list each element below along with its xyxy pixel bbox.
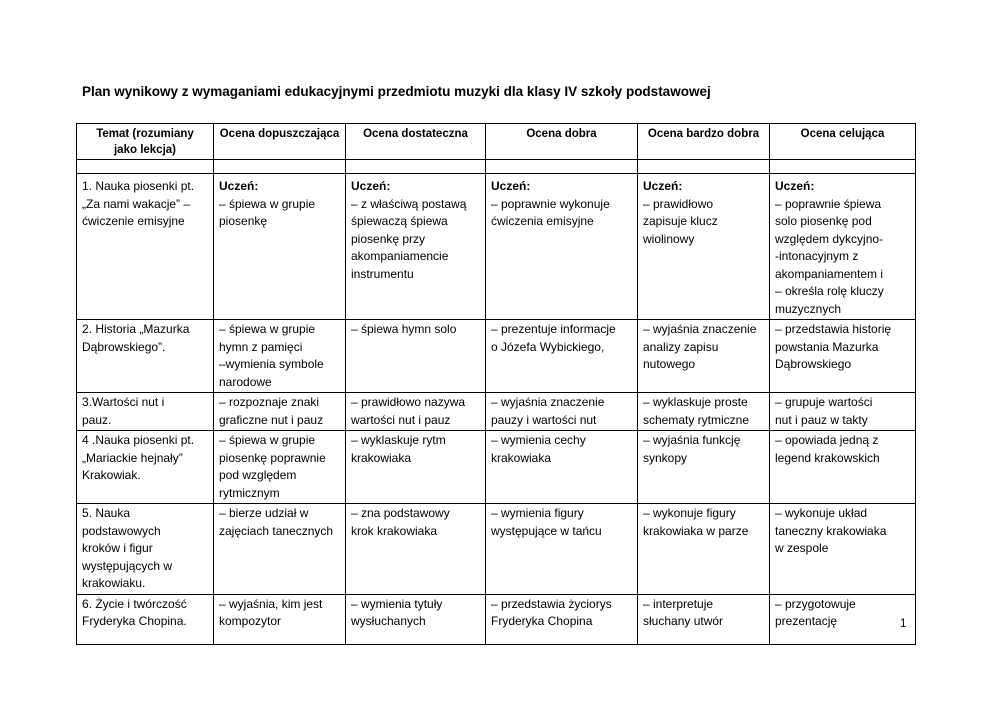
cell-grade-excellent [770,393,916,431]
column-header-topic [77,124,214,160]
cell-text-line: –wymienia symbole [219,357,324,371]
cell-text-line: pauzy i wartości nut [491,412,597,427]
cell-grade-sufficient [214,431,346,504]
cell-text-line: ćwiczenia emisyjne [491,214,594,228]
header-line: jako lekcja) [113,144,176,156]
cell-topic [77,594,214,644]
table-row [77,320,916,393]
cell-text-line: 4 .Nauka piosenki pt. [82,433,195,447]
cell-text-line: śpiewaczą śpiewa [351,214,448,228]
cell-text-line: kroków i figur [82,541,153,555]
cell-text-line: – zna podstawowy [351,506,450,520]
cell-text-line: – wymienia cechy [491,433,586,447]
cell-text-line: ćwiczenie emisyjne [82,214,185,228]
cell-text-line: – wyjaśnia znaczenie [491,395,605,409]
spacer-cell [77,160,214,174]
cell-text-line: 2. Historia „Mazurka [82,322,190,336]
column-header-grade-excellent [770,124,916,160]
cell-text-line: akompaniamencie [351,249,449,263]
cell-grade-sufficient [214,504,346,595]
cell-text-line: wysłuchanych [351,614,426,628]
cell-grade-satisfactory [346,320,486,393]
cell-text-line: Fryderyka Chopina [491,614,593,628]
header-line: Ocena dopuszczająca [219,128,340,140]
cell-text-line: występujące w tańcu [491,523,602,538]
cell-grade-good [486,320,638,393]
cell-text-line: powstania Mazurka [775,339,879,354]
cell-text-line: zapisuje klucz [643,214,718,228]
table-row [77,431,916,504]
cell-text-line: 6. Życie i twórczość [82,596,187,611]
document-title: Plan wynikowy z wymaganiami edukacyjnymi przedmiotu muzyki dla klasy IV szkoły podstawowej [82,84,711,99]
cell-text-line: – wyjaśnia znaczenie [643,322,757,336]
cell-grade-sufficient [214,174,346,320]
cell-grade-sufficient [214,320,346,393]
cell-text-line: piosenkę poprawnie [219,450,326,465]
cell-text-line: pod względem [219,468,297,482]
cell-text-line: – śpiewa w grupie [219,196,316,211]
cell-text-line: synkopy [643,450,688,465]
cell-text-line: rytmicznym [219,485,280,500]
cell-text-line: – bierze udział w [219,506,309,520]
table-row [77,393,916,431]
cell-text-line: – prawidłowo nazywa [351,395,466,409]
cell-text-line: 5. Nauka [82,506,131,520]
table-header-row [77,124,916,160]
cell-text-line: 3.Wartości nut i [82,395,165,409]
header-line: Temat (rozumiany [96,128,194,140]
column-header-grade-very-good [638,124,770,160]
cell-text-line: – prawidłowo [643,196,714,211]
cell-grade-very-good [638,431,770,504]
cell-text-line: legend krakowskich [775,450,880,465]
table-spacer-row [77,160,916,174]
cell-grade-excellent [770,174,916,320]
cell-text-line: wiolinowy [643,231,695,246]
cell-text-line: – prezentuje informacje [491,322,616,336]
cell-text-line: – śpiewa hymn solo [351,322,457,336]
cell-grade-satisfactory [346,393,486,431]
cell-text-line: -intonacyjnym z [775,249,859,263]
cell-grade-satisfactory [346,504,486,595]
cell-text-line: krok krakowiaka [351,523,438,538]
cell-topic [77,174,214,320]
header-line: Ocena dobra [526,128,597,140]
cell-text-line: – śpiewa w grupie [219,322,316,336]
cell-topic [77,504,214,595]
cell-grade-sufficient [214,594,346,644]
cell-grade-good [486,393,638,431]
cell-topic [77,320,214,393]
cell-text-line: – przedstawia życiorys [491,596,612,611]
cell-text-line: akompaniamentem i [775,266,884,281]
cell-grade-very-good [638,504,770,595]
spacer-cell [214,160,346,174]
column-header-grade-sufficient [214,124,346,160]
cell-lead-label: Uczeń: [491,179,531,193]
cell-text-line: w zespole [775,541,829,555]
cell-topic [77,431,214,504]
cell-text-line: analizy zapisu [643,339,719,354]
cell-text-line: zajęciach tanecznych [219,523,334,538]
cell-lead-label: Uczeń: [351,179,391,193]
cell-grade-excellent [770,431,916,504]
cell-text-line: Krakowiak. [82,468,141,482]
cell-text-line: podstawowych [82,523,161,538]
table-row [77,504,916,595]
spacer-cell [486,160,638,174]
cell-text-line: – wyjaśnia, kim jest [219,596,323,611]
cell-grade-sufficient [214,393,346,431]
cell-text-line: pauz. [82,412,112,427]
cell-text-line: – grupuje wartości [775,395,873,409]
cell-text-line: – wymienia tytuły [351,596,443,611]
cell-text-line: hymn z pamięci [219,339,303,354]
cell-grade-good [486,504,638,595]
cell-lead-label: Uczeń: [219,179,259,193]
header-line: Ocena dostateczna [363,128,468,140]
cell-text-line: 1. Nauka piosenki pt. [82,179,195,193]
header-line: Ocena celująca [800,128,885,140]
cell-text-line: słuchany utwór [643,614,724,628]
cell-text-line: względem dykcyjno- [775,231,884,246]
cell-text-line: schematy rytmiczne [643,412,750,427]
cell-text-line: Dąbrowskiego [775,357,852,371]
table-row [77,594,916,644]
cell-text-line: – poprawnie wykonuje [491,196,610,211]
cell-text-line: – wymienia figury [491,506,584,520]
cell-text-line: „Mariackie hejnały” [82,450,183,465]
cell-text-line: krakowiaka w parze [643,523,749,538]
cell-grade-good [486,174,638,320]
cell-grade-satisfactory [346,431,486,504]
cell-text-line: – wykonuje figury [643,506,736,520]
spacer-cell [638,160,770,174]
cell-text-line: – poprawnie śpiewa [775,196,882,211]
cell-grade-good [486,431,638,504]
cell-text-line: o Józefa Wybickiego, [491,339,605,354]
cell-text-line: – określa rolę kluczy [775,284,884,298]
column-header-grade-good [486,124,638,160]
cell-text-line: kompozytor [219,614,282,628]
cell-text-line: – opowiada jedną z [775,433,879,447]
cell-text-line: występujących w [82,558,173,573]
cell-text-line: – śpiewa w grupie [219,433,316,447]
table-row [77,174,916,320]
cell-text-line: taneczny krakowiaka [775,523,887,538]
cell-grade-very-good [638,174,770,320]
cell-text-line: wartości nut i pauz [351,412,451,427]
cell-grade-very-good [638,320,770,393]
cell-grade-excellent [770,320,916,393]
cell-grade-excellent [770,504,916,595]
cell-text-line: nut i pauz w takty [775,412,868,427]
cell-text-line: piosenkę przy [351,231,426,246]
cell-grade-good [486,594,638,644]
cell-text-line: – z właściwą postawą [351,196,467,211]
cell-text-line: – rozpoznaje znaki [219,395,320,409]
header-line: Ocena bardzo dobra [647,128,760,140]
cell-text-line: Dąbrowskiego”. [82,339,166,354]
cell-text-line: – przedstawia historię [775,322,892,336]
spacer-cell [770,160,916,174]
cell-text-line: instrumentu [351,266,414,281]
cell-text-line: krakowiaka [491,450,552,465]
cell-text-line: – wyklaskuje proste [643,395,748,409]
cell-grade-very-good [638,393,770,431]
cell-text-line: graficzne nut i pauz [219,412,324,427]
cell-text-line: Fryderyka Chopina. [82,614,187,628]
cell-grade-excellent [770,594,916,644]
cell-text-line: – interpretuje [643,596,714,611]
column-header-grade-satisfactory [346,124,486,160]
cell-grade-satisfactory [346,594,486,644]
page-number: 1 [900,618,907,630]
cell-text-line: „Za nami wakacje” – [82,196,191,211]
cell-lead-label: Uczeń: [775,179,815,193]
cell-text-line: – przygotowuje [775,596,856,611]
cell-grade-satisfactory [346,174,486,320]
cell-grade-very-good [638,594,770,644]
cell-text-line: prezentację [775,614,838,628]
cell-text-line: muzycznych [775,301,842,316]
cell-text-line: nutowego [643,357,696,371]
cell-topic [77,393,214,431]
cell-text-line: krakowiaka [351,450,412,465]
cell-lead-label: Uczeń: [643,179,683,193]
cell-text-line: – wykonuje układ [775,506,868,520]
cell-text-line: narodowe [219,374,272,389]
spacer-cell [346,160,486,174]
cell-text-line: krakowiaku. [82,576,146,590]
cell-text-line: – wyjaśnia funkcję [643,433,741,447]
cell-text-line: – wyklaskuje rytm [351,433,446,447]
cell-text-line: solo piosenkę pod [775,214,872,228]
cell-text-line: piosenkę [219,214,268,228]
requirements-table [76,123,916,645]
